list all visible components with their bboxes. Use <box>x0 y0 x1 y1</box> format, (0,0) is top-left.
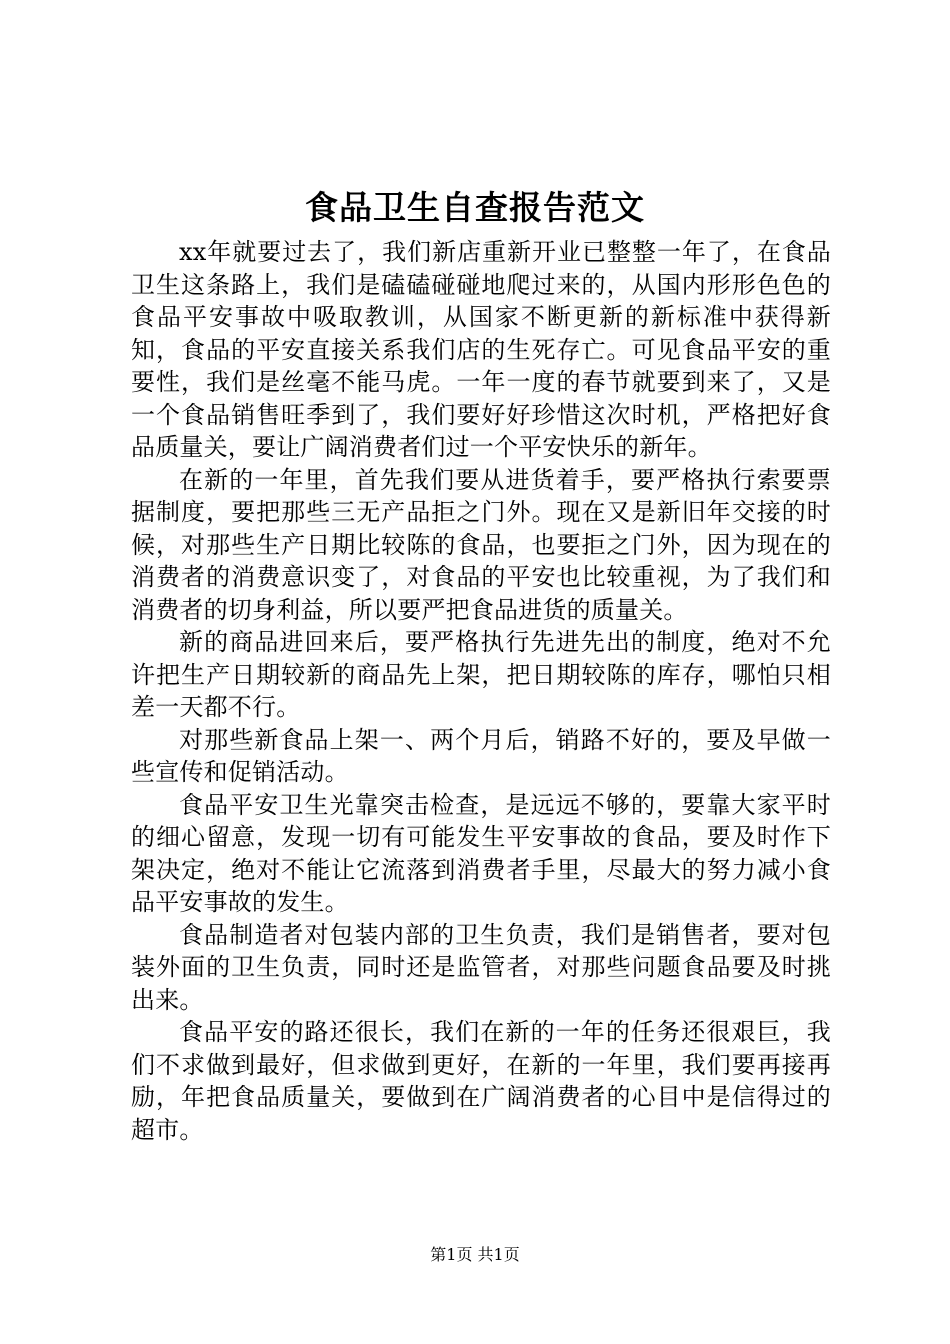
paragraph-3: 新的商品进回来后，要严格执行先进先出的制度，绝对不允许把生产日期较新的商品先上架，把日期较陈的库存，哪怕只相差一天都不行。 <box>131 628 831 721</box>
paragraph-1: xx年就要过去了，我们新店重新开业已整整一年了，在食品卫生这条路上，我们是磕磕碰碰地爬过来的，从国内形形色色的食品平安事故中吸取教训，从国家不断更新的新标准中获得新知，食品的平安直接关系我们店的生死存亡。可见食品平安的重要性，我们是丝毫不能马虎。一年一度的春节就要到来了，又是一个食品销售旺季到了，我们要好好珍惜这次时机，严格把好食品质量关，要让广阔消费者们过一个平安快乐的新年。 <box>131 238 831 461</box>
document-body <box>131 236 831 1146</box>
paragraph-4: 对那些新食品上架一、两个月后，销路不好的，要及早做一些宣传和促销活动。 <box>131 725 831 786</box>
paragraph-7: 食品平安的路还很长，我们在新的一年的任务还很艰巨，我们不求做到最好，但求做到更好，在新的一年里，我们要再接再励，年把食品质量关，要做到在广阔消费者的心目中是信得过的超市。 <box>131 1018 831 1144</box>
paragraph-2: 在新的一年里，首先我们要从进货着手，要严格执行索要票据制度，要把那些三无产品拒之门外。现在又是新旧年交接的时候，对那些生产日期比较陈的食品，也要拒之门外，因为现在的消费者的消费意识变了，对食品的平安也比较重视，为了我们和消费者的切身利益，所以要严把食品进货的质量关。 <box>131 465 831 624</box>
page-number-footer: 第1页 共1页 <box>430 1245 520 1264</box>
paragraph-6: 食品制造者对包装内部的卫生负责，我们是销售者，要对包装外面的卫生负责，同时还是监管者，对那些问题食品要及时挑出来。 <box>131 920 831 1014</box>
document-title: 食品卫生自查报告范文 <box>305 188 645 227</box>
paragraph-5: 食品平安卫生光靠突击检查，是远远不够的，要靠大家平时的细心留意，发现一切有可能发生平安事故的食品，要及时作下架决定，绝对不能让它流落到消费者手里，尽最大的努力减小食品平安事故的发生。 <box>131 790 831 916</box>
